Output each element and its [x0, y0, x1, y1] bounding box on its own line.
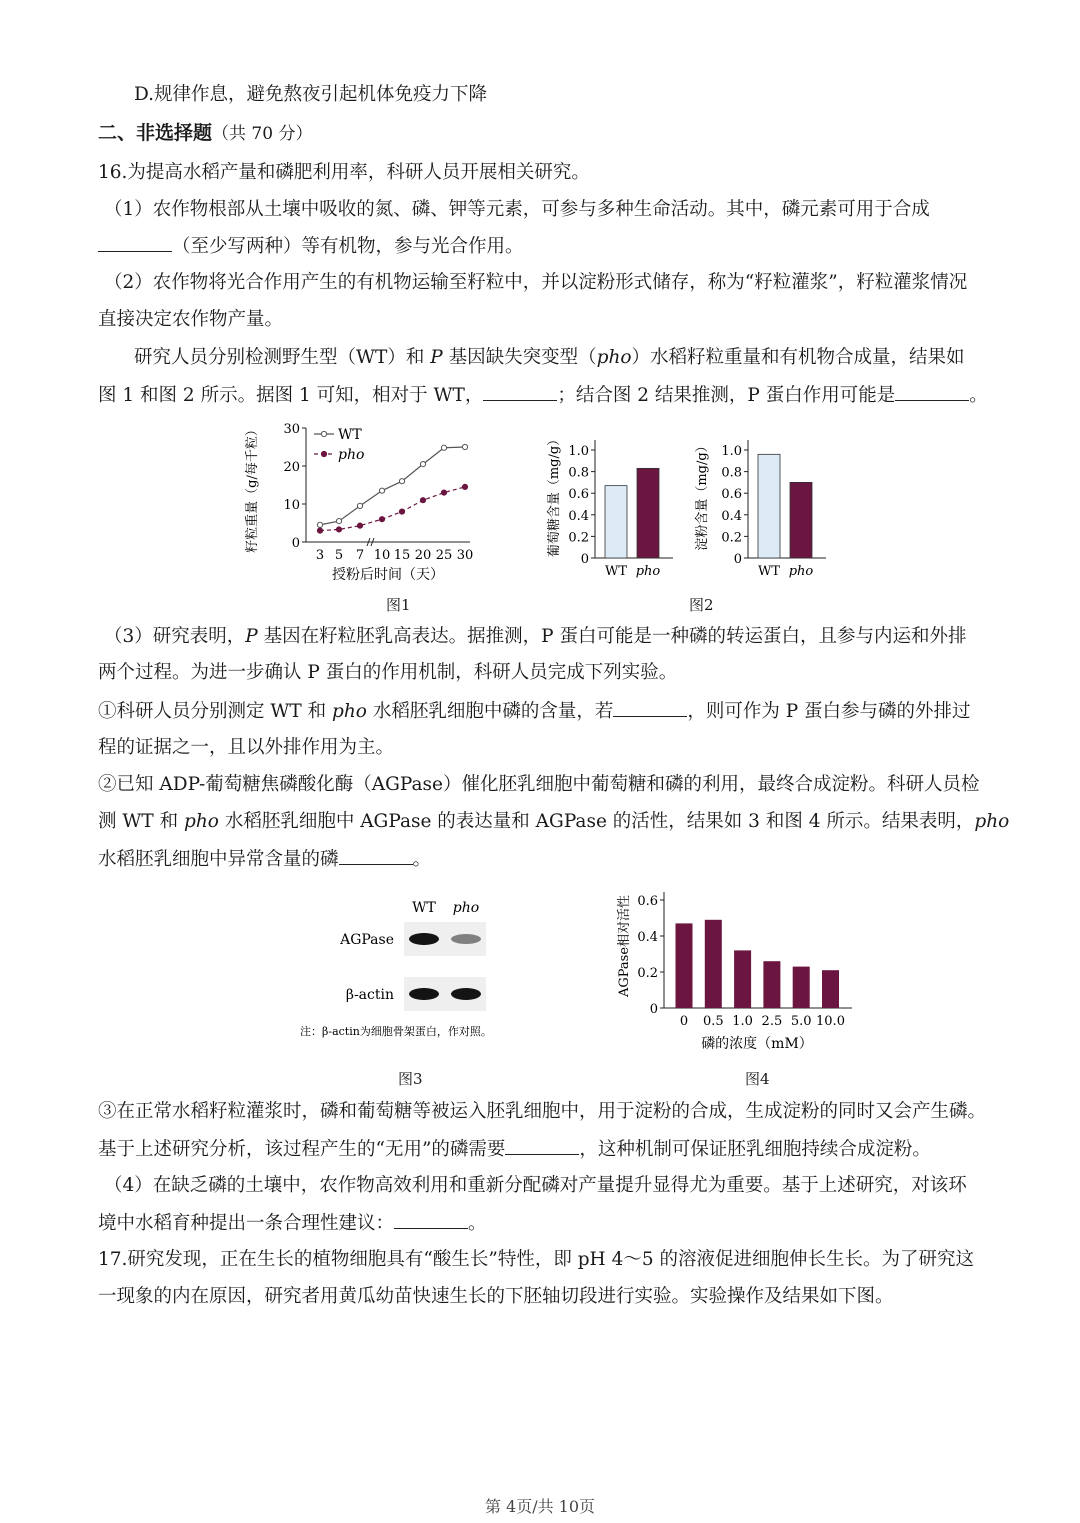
pho-term: pho	[596, 347, 632, 368]
data-point-pho	[462, 484, 467, 489]
data-point-WT	[336, 519, 341, 524]
legend-marker-WT	[321, 431, 326, 436]
q16-p3a-1: （3）研究表明，	[104, 626, 246, 647]
blot-band	[409, 988, 439, 1000]
q16-c2b	[98, 809, 1010, 835]
q16-p4b-2: 。	[468, 1213, 487, 1234]
q16-c2b-1: 测 WT 和	[98, 811, 179, 832]
y-tick-label: 0	[649, 1002, 658, 1017]
bar-pho	[790, 482, 812, 558]
figure-3-caption: 图3	[398, 1070, 423, 1088]
pho-term-4: pho	[974, 811, 1010, 832]
q16-p2c-1: 研究人员分别检测野生型（WT）和	[134, 347, 425, 368]
answer-blank[interactable]	[394, 1210, 468, 1229]
q17-a: 17.研究发现，正在生长的植物细胞具有“酸生长”特性，即 pH 4～5 的溶液促进细胞伸长生长。为了研究这	[98, 1249, 974, 1270]
bar-category-label: pho	[635, 564, 661, 579]
blot-note: 注：β-actin为细胞骨架蛋白，作对照。	[300, 1025, 492, 1038]
x-tick-label: 5	[334, 548, 344, 563]
q16-p2d-1: 图 1 和图 2 所示。据图 1 可知，相对于 WT，	[98, 385, 484, 406]
y-tick-label: 10	[283, 498, 300, 513]
panel-y-axis-label: 淀粉含量（mg/g）	[695, 439, 710, 551]
option-d: D.规律作息，避免熬夜引起机体免疫力下降	[134, 84, 488, 105]
bar-category-label: pho	[788, 564, 814, 579]
panel-y-tick-label: 0.4	[568, 508, 589, 524]
panel-y-tick-label: 0.6	[721, 487, 742, 503]
y-tick-label: 30	[283, 422, 300, 437]
figure-2-caption: 图2	[689, 596, 714, 614]
x-axis-label: 磷的浓度（mM）	[701, 1036, 813, 1052]
data-point-WT	[462, 444, 467, 449]
data-point-pho	[357, 523, 362, 528]
q16-c2a: ②已知 ADP-葡萄糖焦磷酸化酶（AGPase）催化胚乳细胞中葡萄糖和磷的利用，最终合成淀粉。科研人员检	[98, 774, 980, 795]
q16-c1a-2: 水稻胚乳细胞中磷的含量，若	[372, 701, 614, 722]
bar-WT	[758, 454, 780, 558]
q16-c2c-1: 水稻胚乳细胞中异常含量的磷	[98, 849, 339, 870]
bar-category-label: WT	[757, 564, 781, 579]
x-axis-label: 授粉后时间（天）	[332, 567, 444, 583]
data-point-pho	[336, 527, 341, 532]
bar-category-label: WT	[604, 564, 628, 579]
q16-p1b	[98, 233, 988, 260]
data-point-pho	[399, 509, 404, 514]
bar-10.0	[822, 970, 839, 1008]
q16-p2c-3: ）水稻籽粒重量和有机物合成量，结果如	[631, 347, 965, 368]
q16-p3a	[104, 624, 994, 650]
panel-y-tick-label: 0	[580, 552, 589, 567]
q16-p3a-2: 基因在籽粒胚乳高表达。据推测，P 蛋白可能是一种磷的转运蛋白，且参与内运和外排	[263, 626, 967, 647]
q16-p4b	[98, 1210, 988, 1237]
q16-p2d-3: 。	[969, 385, 988, 406]
blot-row-label: AGPase	[340, 932, 394, 948]
bar-0	[676, 923, 693, 1008]
q16-p1a: （1）农作物根部从土壤中吸收的氮、磷、钾等元素，可参与多种生命活动。其中，磷元素可用于合成	[104, 199, 930, 220]
figure-1-caption: 图1	[386, 596, 411, 614]
q16-c1b: 程的证据之一，且以外排作用为主。	[98, 737, 395, 758]
gene-p-2: P	[245, 626, 258, 647]
q16-c3b	[98, 1136, 988, 1163]
y-tick-label: 20	[283, 460, 300, 475]
lane-label: WT	[412, 900, 436, 916]
data-point-WT	[379, 488, 384, 493]
x-tick-label: 1.0	[732, 1014, 753, 1029]
y-axis-label: 籽粒重量（g/每千粒）	[245, 423, 260, 553]
x-tick-label: 2.5	[761, 1014, 783, 1029]
figure-2-chart	[540, 425, 830, 585]
data-point-WT	[317, 522, 322, 527]
q16-p2d-2: ；结合图 2 结果推测，P 蛋白作用可能是	[557, 385, 896, 406]
x-tick-label: 10.0	[816, 1014, 845, 1029]
panel-y-tick-label: 0.2	[568, 530, 589, 546]
section-title-text: 二、非选择题	[98, 122, 213, 144]
figure-1-chart	[238, 418, 483, 588]
q16-p4b-1: 境中水稻育种提出一条合理性建议：	[98, 1213, 395, 1234]
panel-y-axis-label: 葡萄糖含量（mg/g）	[547, 432, 562, 558]
legend-label-WT: WT	[338, 427, 362, 443]
figure-3-plot	[300, 900, 492, 1038]
y-tick-label: 0.4	[637, 930, 658, 945]
panel-y-tick-label: 1.0	[721, 444, 742, 459]
q16-c2c-2: 。	[412, 849, 432, 870]
q16-c2c	[98, 846, 988, 873]
q16-p4a: （4）在缺乏磷的土壤中，农作物高效利用和重新分配磷对产量提升显得尤为重要。基于上述研究，对该环	[104, 1175, 967, 1196]
x-tick-label: 25	[435, 548, 453, 563]
answer-blank[interactable]	[895, 382, 969, 401]
data-point-WT	[441, 445, 446, 450]
q16-p2c	[134, 345, 1024, 371]
data-point-WT	[357, 503, 362, 508]
answer-blank[interactable]	[613, 698, 687, 717]
panel-y-tick-label: 0.8	[721, 465, 742, 481]
data-point-pho	[379, 517, 384, 522]
q16-p3b: 两个过程。为进一步确认 P 蛋白的作用机制，科研人员完成下列实验。	[98, 662, 678, 683]
x-tick-label: 5.0	[790, 1014, 812, 1029]
figure-4-caption: 图4	[745, 1070, 770, 1088]
figure-3-blot	[296, 890, 556, 1050]
legend-label-pho: pho	[338, 447, 365, 463]
section-score: （共 70 分）	[212, 124, 313, 144]
q16-p2d	[98, 382, 988, 409]
q16-c1a-1: ①科研人员分别测定 WT 和	[98, 701, 327, 722]
q16-p2a: （2）农作物将光合作用产生的有机物运输至籽粒中，并以淀粉形式储存，称为“籽粒灌浆”，籽粒灌浆情况	[104, 272, 968, 293]
q16-p2b: 直接决定农作物产量。	[98, 309, 284, 330]
q16-p2c-2: 基因缺失突变型（	[448, 347, 597, 368]
answer-blank[interactable]	[98, 233, 172, 252]
legend-marker-pho	[321, 451, 326, 456]
panel-y-tick-label: 0.6	[568, 487, 589, 503]
q16-c1a	[98, 698, 988, 725]
data-point-WT	[420, 462, 425, 467]
answer-blank[interactable]	[339, 846, 413, 865]
data-point-pho	[420, 498, 425, 503]
lane-label: pho	[452, 900, 480, 916]
x-tick-label: 0.5	[702, 1014, 724, 1029]
blot-row-label: β-actin	[345, 987, 394, 1003]
x-tick-label: 20	[414, 548, 432, 563]
panel-y-tick-label: 0.8	[568, 465, 589, 481]
y-tick-label: 0.6	[637, 894, 658, 909]
gene-p: P	[430, 347, 443, 368]
x-tick-label: 3	[315, 548, 325, 563]
blot-band	[409, 933, 439, 945]
page-footer: 第 4页/共 10页	[484, 1497, 596, 1516]
figure-2-plot	[546, 433, 826, 579]
q17-b: 一现象的内在原因，研究者用黄瓜幼苗快速生长的下胚轴切段进行实验。实验操作及结果如下图。	[98, 1286, 894, 1307]
q16-stem: 16.为提高水稻产量和磷肥利用率，科研人员开展相关研究。	[98, 162, 590, 183]
bar-0.5	[705, 920, 722, 1008]
pho-term-2: pho	[332, 701, 367, 722]
bar-WT	[605, 486, 627, 558]
q16-c1a-3: ，则可作为 P 蛋白参与磷的外排过	[687, 701, 971, 722]
data-point-WT	[399, 479, 404, 484]
x-tick-label: 15	[393, 548, 411, 563]
y-axis-label: AGPase相对活性	[617, 894, 632, 998]
y-tick-label: 0	[291, 536, 300, 551]
bar-1.0	[734, 950, 751, 1008]
pho-term-3: pho	[184, 811, 219, 832]
panel-y-tick-label: 0	[733, 552, 742, 567]
panel-y-tick-label: 0.2	[721, 530, 742, 546]
q16-c3b-1: 基于上述研究分析，该过程产生的“无用”的磷需要	[98, 1139, 506, 1160]
x-tick-label: 0	[679, 1014, 689, 1029]
panel-y-tick-label: 1.0	[568, 444, 589, 459]
figure-4-plot	[616, 892, 852, 1052]
blot-band	[451, 934, 481, 944]
bar-5.0	[793, 967, 810, 1008]
x-tick-label: 10	[373, 548, 391, 563]
data-point-pho	[317, 528, 322, 533]
y-tick-label: 0.2	[637, 966, 658, 981]
blot-band	[451, 988, 481, 1000]
figure-1-plot	[244, 422, 473, 583]
x-tick-label: 30	[456, 548, 474, 563]
data-point-pho	[441, 490, 446, 495]
bar-pho	[637, 468, 659, 558]
answer-blank[interactable]	[483, 382, 557, 401]
x-tick-label: 7	[355, 548, 365, 563]
figure-4-chart	[612, 880, 862, 1060]
q16-p1b-text: （至少写两种）等有机物，参与光合作用。	[172, 236, 524, 257]
q16-c3b-2: ，这种机制可保证胚乳细胞持续合成淀粉。	[579, 1139, 931, 1160]
bar-2.5	[763, 961, 780, 1008]
section-title	[98, 120, 988, 147]
q16-c2b-2: 水稻胚乳细胞中 AGPase 的表达量和 AGPase 的活性，结果如 3 和图 4 所示。结果表明，	[224, 811, 975, 832]
answer-blank[interactable]	[505, 1136, 579, 1155]
panel-y-tick-label: 0.4	[721, 508, 742, 524]
q16-c3a: ③在正常水稻籽粒灌浆时，磷和葡萄糖等被运入胚乳细胞中，用于淀粉的合成，生成淀粉的同时又会产生磷。	[98, 1101, 987, 1122]
